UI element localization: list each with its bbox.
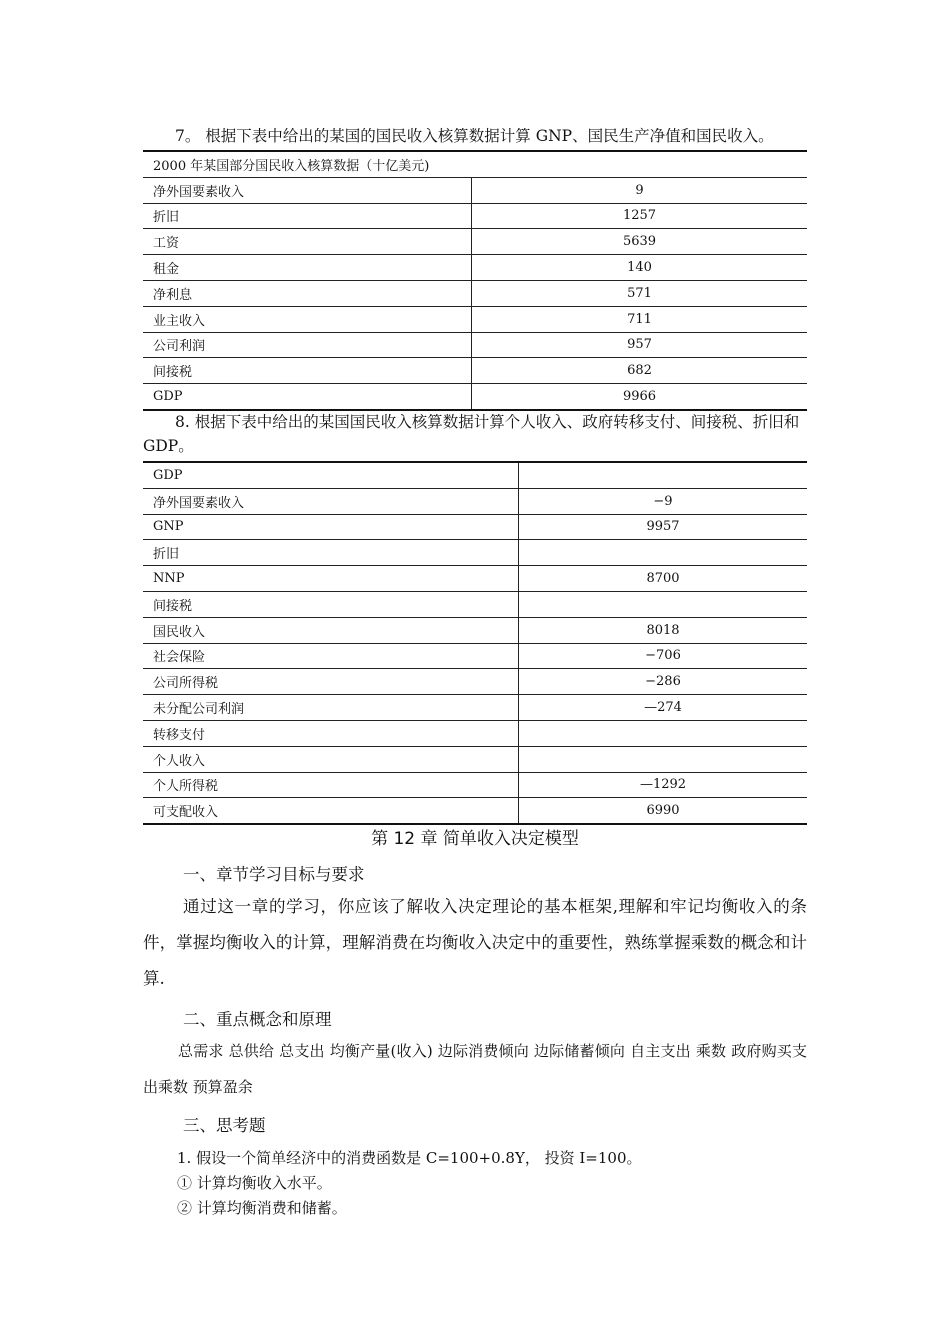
section-body-goals: 通过这一章的学习，你应该了解收入决定理论的基本框架,理解和牢记均衡收入的条件，掌握均衡收入的计算，理解消费在均衡收入决定中的重要性，熟练掌握乘数的概念和计算. [143,897,807,988]
row-label: 业主收入 [143,306,472,332]
income-accounting-table [143,461,807,825]
row-label: NNP [143,566,519,592]
row-value: 9957 [519,514,808,540]
table-row [143,280,807,306]
table-row [143,514,807,540]
row-value: 1257 [472,203,808,229]
row-value [519,720,808,746]
row-value: 8018 [519,617,808,643]
row-label: 社会保险 [143,643,519,669]
table-row [143,643,807,669]
row-value [519,540,808,566]
table-row [143,229,807,255]
table-row [143,720,807,746]
row-value: 957 [472,332,808,358]
row-label: 国民收入 [143,617,519,643]
row-label: 净利息 [143,280,472,306]
table-row [143,306,807,332]
row-label: 净外国要素收入 [143,488,519,514]
row-label: 间接税 [143,591,519,617]
national-income-table-2000 [143,150,807,411]
question-1-part-b: ② 计算均衡消费和储蓄。 [177,1199,347,1217]
row-label: 公司利润 [143,332,472,358]
table-row [143,384,807,410]
row-label: 转移支付 [143,720,519,746]
question-1: 1. 假设一个简单经济中的消费函数是 C=100+0.8Y， 投资 I=100。 [177,1149,642,1167]
question-8: 8. 根据下表中给出的某国国民收入核算数据计算个人收入、政府转移支付、间接税、折旧和 GDP。 [143,413,800,455]
table-row [143,591,807,617]
row-value: −286 [519,669,808,695]
concept-list: 总需求 总供给 总支出 均衡产量(收入) 边际消费倾向 边际储蓄倾向 自主支出 乘数 政府购买支出乘数 预算盈余 [143,1042,807,1096]
row-value [519,746,808,772]
row-value: 5639 [472,229,808,255]
question-7: 7。 根据下表中给出的某国的国民收入核算数据计算 GNP、国民生产净值和国民收入。 [175,127,774,145]
row-label: 租金 [143,255,472,281]
table-row [143,746,807,772]
row-value: 9 [472,177,808,203]
row-value: −9 [519,488,808,514]
row-value: 6990 [519,798,808,824]
row-label: 工资 [143,229,472,255]
table-row [143,566,807,592]
row-label: 折旧 [143,540,519,566]
row-label: 折旧 [143,203,472,229]
table-caption: 2000 年某国部分国民收入核算数据（十亿美元) [143,151,807,177]
question-1-part-a: ① 计算均衡收入水平。 [177,1174,332,1192]
table-row [143,669,807,695]
table-row [143,462,807,488]
row-label: GDP [143,462,519,488]
row-label: 公司所得税 [143,669,519,695]
row-value [519,591,808,617]
row-value: 140 [472,255,808,281]
table-row [143,617,807,643]
table-row [143,177,807,203]
row-label: 间接税 [143,358,472,384]
row-label: 未分配公司利润 [143,695,519,721]
table-row [143,332,807,358]
row-label: 净外国要素收入 [143,177,472,203]
row-value: —274 [519,695,808,721]
table-row [143,772,807,798]
chapter-title: 第 12 章 简单收入决定模型 [371,829,579,849]
section-heading-questions: 三、思考题 [183,1116,266,1135]
row-value: 571 [472,280,808,306]
row-value [519,462,808,488]
row-label: GDP [143,384,472,410]
table-row [143,798,807,824]
table-row [143,358,807,384]
row-label: GNP [143,514,519,540]
table-row [143,203,807,229]
row-value: 682 [472,358,808,384]
row-value: −706 [519,643,808,669]
table-row [143,540,807,566]
row-value: —1292 [519,772,808,798]
row-value: 9966 [472,384,808,410]
section-heading-concepts: 二、重点概念和原理 [183,1010,332,1029]
row-label: 个人所得税 [143,772,519,798]
table-row [143,695,807,721]
row-value: 711 [472,306,808,332]
section-heading-goals: 一、章节学习目标与要求 [183,865,365,884]
table-row [143,488,807,514]
row-label: 可支配收入 [143,798,519,824]
table-row [143,255,807,281]
row-value: 8700 [519,566,808,592]
row-label: 个人收入 [143,746,519,772]
